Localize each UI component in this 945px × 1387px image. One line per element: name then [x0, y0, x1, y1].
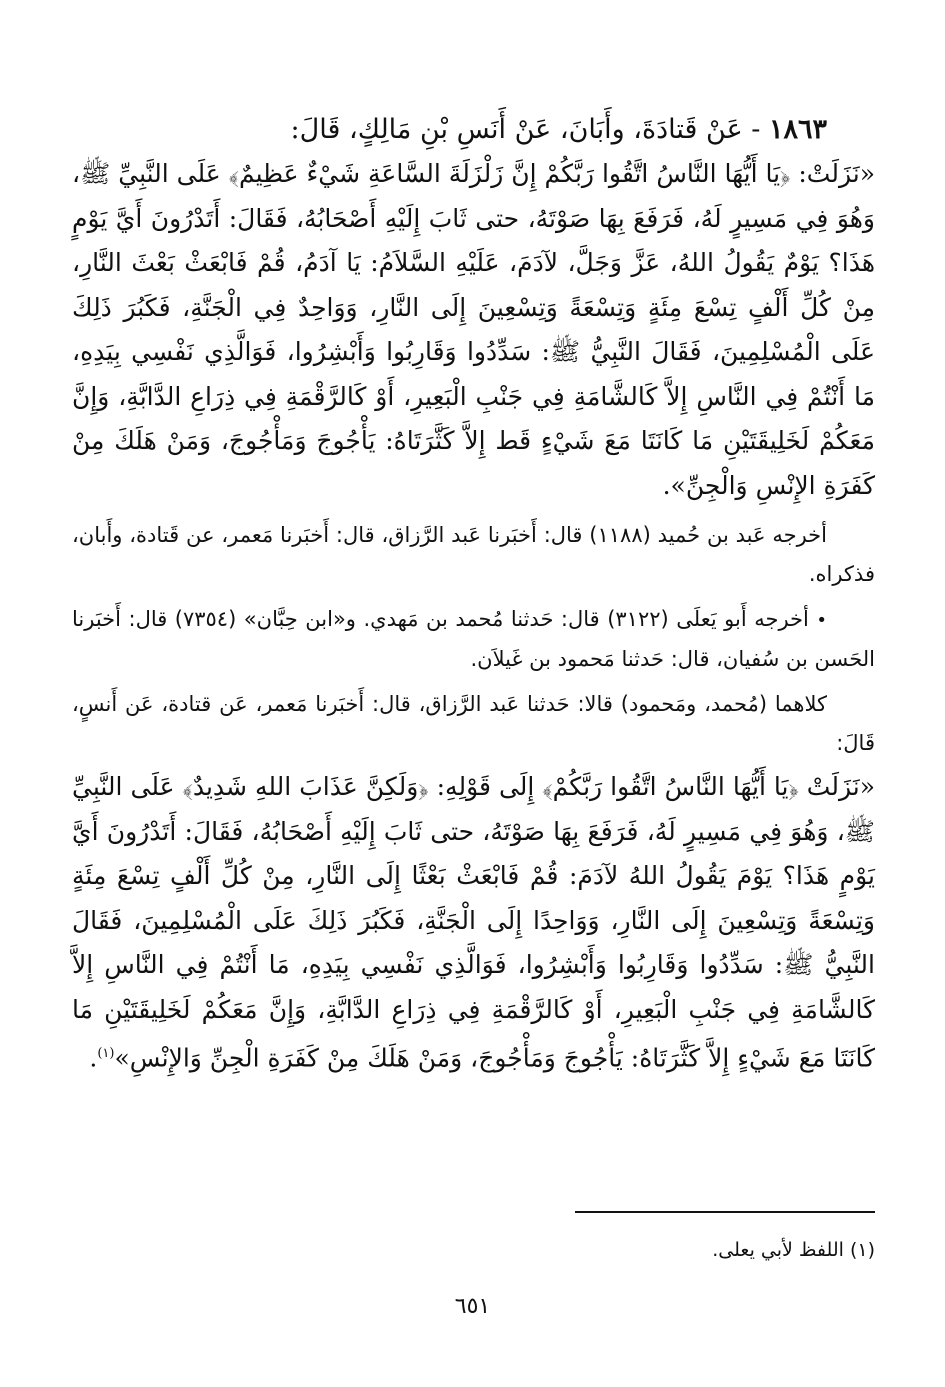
footnote-ref: (١)	[97, 1046, 115, 1061]
hadith-number: ١٨٦٣	[768, 114, 827, 145]
page-number: ٦٥١	[454, 1294, 491, 1319]
footnote: (١) اللفظ لأبي يعلى.	[712, 1239, 875, 1261]
matn-second-text: «نَزَلَتْ ﴿يَا أَيُّهَا النَّاسُ اتَّقُوا رَبَّكُمْ﴾ إِلَى قَوْلِهِ: ﴿وَلَكِنَّ عَذَابَ اللهِ شَدِيدٌ﴾ عَلَى النَّبِيِّ ﷺ، وَهُوَ فِي مَسِيرٍ لَهُ، فَرَفَعَ بِهَا صَوْتَهُ، حتى ثَابَ إِلَيْهِ أَصْحَابُهُ، فَقَالَ: أَتَدْرُونَ أَيَّ يَوْمٍ هَذَا؟ يَوْمَ يَقُولُ اللهُ لآدَمَ: قُمْ فَابْعَثْ بَعْثًا إِلَى النَّارِ، مِنْ كُلِّ أَلْفٍ تِسْعَ مِئَةٍ وَتِسْعَةً وَتِسْعِينَ إِلَى النَّارِ، وَوَاحِدًا إِلَى الْجَنَّةِ، فَكَبُرَ ذَلِكَ عَلَى الْمُسْلِمِينَ، فَقَالَ النَّبِيُّ ﷺ: سَدِّدُوا وَقَارِبُوا وَأَبْشِرُوا، فَوَالَّذِي نَفْسِي بِيَدِهِ، مَا أَنْتُمْ فِي النَّاسِ إِلاَّ كَالشَّامَةِ فِي جَنْبِ الْبَعِيرِ، أَوْ كَالرَّقْمَةِ فِي ذِرَاعِ الدَّابَّةِ، وَإِنَّ مَعَكُمْ لَخَلِيقَتَيْنِ مَا كَانَتَا مَعَ شَيْءٍ إِلاَّ كَثَّرَتَاهُ: يَأْجُوجَ وَمَأْجُوجَ، وَمَنْ هَلَكَ مِنْ كَفَرَةِ الْجِنِّ وَالإِنْسِ»	[72, 772, 875, 1073]
matn-second-end: .	[89, 1043, 98, 1073]
hadith-isnad: - عَنْ قَتادَةَ، وأَبَانَ، عَنْ أَنَسِ بْنِ مَالِكٍ، قَالَ:	[290, 114, 761, 145]
takhrij-text-3: كلاهما (مُحمد، ومَحمود) قالا: حَدثنا عَبد الرَّزاق، قال: أَخبَرنا مَعمر، عَن قتادة، عَن أَنسٍ، قَالَ:	[72, 692, 875, 755]
bullet-icon: •	[816, 610, 827, 631]
takhrij-text-1: أخرجه عَبد بن حُميد (١١٨٨) قال: أَخبَرنا عَبد الرَّزاق، قال: أَخبَرنا مَعمر، عن قَتادة، وأَبان، فذكراه.	[72, 523, 875, 586]
page-content	[72, 108, 875, 1081]
hadith-matn-second	[72, 765, 875, 1081]
takhrij-paragraph-3	[72, 685, 875, 763]
takhrij-text-2: أخرجه أَبو يَعلَى (٣١٢٢) قال: حَدثنا مُحمد بن مَهدي. و«ابن حِبَّان» (٧٣٥٤) قال: أَخبَرنا الحَسن بن سُفيان، قال: حَدثنا مَحمود بن غَيلاَن.	[72, 607, 875, 671]
hadith-heading	[72, 108, 875, 152]
takhrij-paragraph-1	[72, 516, 875, 594]
takhrij-paragraph-2	[72, 600, 875, 679]
hadith-matn: «نَزَلَتْ: ﴿يَا أَيُّهَا النَّاسُ اتَّقُوا رَبَّكُمْ إِنَّ زَلْزَلَةَ السَّاعَةِ شَيْءٌ عَظِيمٌ﴾ عَلَى النَّبِيِّ ﷺ، وَهُوَ فِي مَسِيرٍ لَهُ، فَرَفَعَ بِهَا صَوْتَهُ، حتى ثَابَ إِلَيْهِ أَصْحَابُهُ، فَقَالَ: أَتَدْرُونَ أَيَّ يَوْمٍ هَذَا؟ يَوْمٌ يَقُولُ اللهُ، عَزَّ وَجَلَّ، لآدَمَ، عَلَيْهِ السَّلاَمُ: يَا آدَمُ، قُمْ فَابْعَثْ بَعْثَ النَّارِ، مِنْ كُلِّ أَلْفٍ تِسْعَ مِئَةٍ وَتِسْعَةً وَتِسْعِينَ إِلَى النَّارِ، وَوَاحِدٌ فِي الْجَنَّةِ، فَكَبُرَ ذَلِكَ عَلَى الْمُسْلِمِينَ، فَقَالَ النَّبِيُّ ﷺ: سَدِّدُوا وَقَارِبُوا وَأَبْشِرُوا، فَوَالَّذِي نَفْسِي بِيَدِهِ، مَا أَنْتُمْ فِي النَّاسِ إِلاَّ كَالشَّامَةِ فِي جَنْبِ الْبَعِيرِ، أَوْ كَالرَّقْمَةِ فِي ذِرَاعِ الدَّابَّةِ، وَإِنَّ مَعَكُمْ لَخَلِيقَتَيْنِ مَا كَانَتَا مَعَ شَيْءٍ قَط إِلاَّ كَثَّرَتَاهُ: يَأْجُوجَ وَمَأْجُوجَ، وَمَنْ هَلَكَ مِنْ كَفَرَةِ الإِنْسِ وَالْجِنِّ».	[72, 159, 875, 500]
footnote-divider	[575, 1211, 875, 1213]
